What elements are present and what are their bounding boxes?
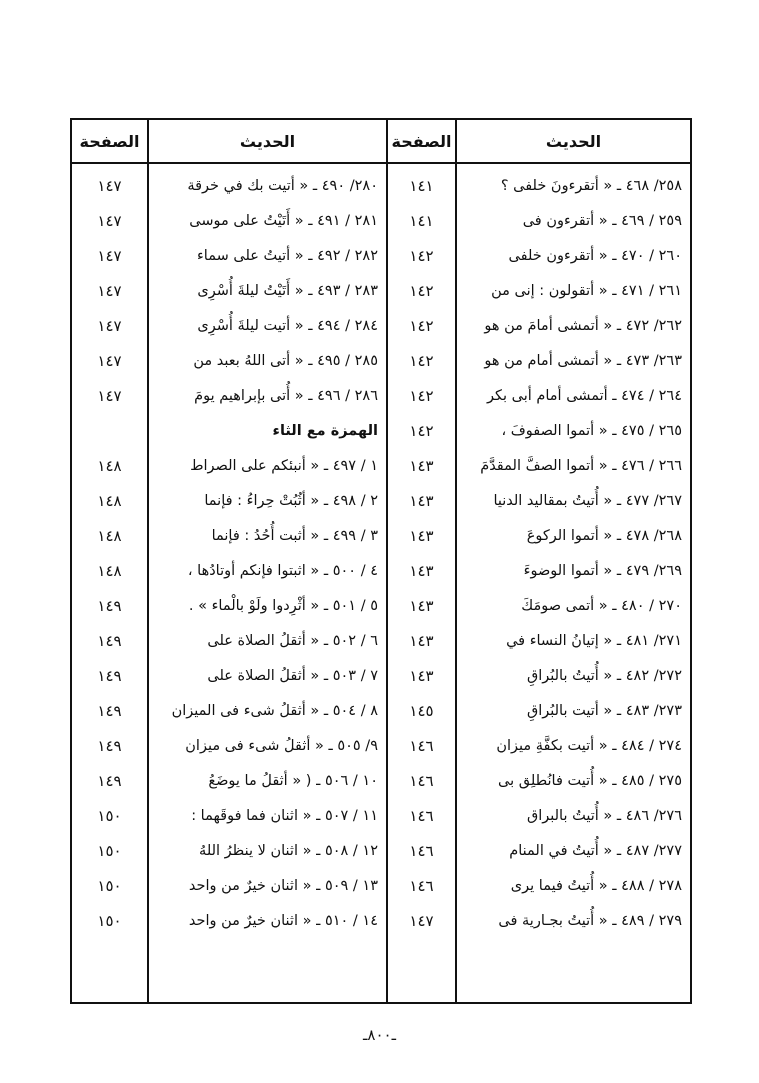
table-row xyxy=(72,413,690,448)
hadith-entry: ٢٧٢/ ٤٨٢ ـ « أُتيتُ بالبُراقِ xyxy=(526,667,682,684)
table-row xyxy=(72,238,690,273)
hadith-entry: ٢٧٤ / ٤٨٤ ـ « أتيت بكفَّةِ ميزان xyxy=(496,737,682,754)
table-row xyxy=(72,168,690,203)
page-ref: ١٤٦ xyxy=(409,876,434,895)
hadith-entry: ٢٨٣ / ٤٩٣ ـ « أَتَيْتُ ليلةَ أُسْرِى xyxy=(197,282,378,299)
hadith-entry: ٧ / ٥٠٣ ـ « أثقلُ الصلاة على xyxy=(207,667,378,684)
page-ref: ١٤٩ xyxy=(97,701,122,720)
page-ref: ١٥٠ xyxy=(97,841,122,860)
page-ref: ١٤٧ xyxy=(409,911,434,930)
hadith-entry: ٢٦٧/ ٤٧٧ ـ « أُتيتُ بمقاليد الدنيا xyxy=(493,492,682,509)
hadith-entry: ٢٦١ / ٤٧١ ـ « أتقولون : إنى من xyxy=(491,282,682,299)
page-ref: ١٤٩ xyxy=(97,631,122,650)
hadith-entry: ١ / ٤٩٧ ـ « أنبئكم على الصراط xyxy=(190,457,378,474)
index-table xyxy=(70,118,692,1004)
page-ref: ١٤٢ xyxy=(409,246,434,265)
page-ref: ١٤٦ xyxy=(409,841,434,860)
page-ref: ١٤٧ xyxy=(97,176,122,195)
page-ref: ١٥٠ xyxy=(97,911,122,930)
hadith-entry: ٢٨٢ / ٤٩٢ ـ « أتيتُ على سماء xyxy=(196,247,378,264)
hadith-entry: ٢٧٧/ ٤٨٧ ـ « أُتيتُ في المنام xyxy=(509,842,682,859)
page-ref: ١٥٠ xyxy=(97,806,122,825)
hadith-entry: ٢٧٦/ ٤٨٦ ـ « أُتيتُ بالبراق xyxy=(526,807,682,824)
page-ref: ١٤١ xyxy=(409,211,434,230)
hadith-entry: ٢٦٥ / ٤٧٥ ـ « أتموا الصفوفَ ، xyxy=(501,422,682,439)
hadith-entry: ٢٨٤ / ٤٩٤ ـ « أتيت ليلةَ أُسْرِى xyxy=(197,317,378,334)
page-ref: ١٤٧ xyxy=(97,316,122,335)
page-ref xyxy=(72,413,147,448)
hadith-entry: ٢٧٥ / ٤٨٥ ـ « أُتيت فانُطلِق بى xyxy=(498,772,682,789)
table-row xyxy=(72,903,690,938)
page-ref: ١٤٧ xyxy=(97,211,122,230)
hadith-entry: ٢ / ٤٩٨ ـ « أثُبُتْ حِراءُ : فإنما xyxy=(204,492,378,509)
header-hadith-right: الحديث xyxy=(545,131,602,151)
table-row xyxy=(72,343,690,378)
page-ref: ١٤٨ xyxy=(97,491,122,510)
table-row xyxy=(72,623,690,658)
hadith-entry: ٢٦٨/ ٤٧٨ ـ « أتموا الركوعَ xyxy=(526,527,682,544)
table-row xyxy=(72,588,690,623)
page-ref: ١٤٢ xyxy=(409,386,434,405)
table-row xyxy=(72,273,690,308)
header-hadith-left: الحديث xyxy=(239,131,296,151)
hadith-entry: ٩/ ٥٠٥ ـ « أثقلُ شىء فى ميزان xyxy=(185,737,378,754)
hadith-entry: ٤ / ٥٠٠ ـ « اثبتوا فإنكم أوتادُها ، xyxy=(187,562,378,579)
page-ref: ١٤٣ xyxy=(409,491,434,510)
hadith-entry: ٢٧٩ / ٤٨٩ ـ « أُتيتُ بجـارية فى xyxy=(498,912,682,929)
table-row xyxy=(72,553,690,588)
section-subheading: الهمزة مع الثاء xyxy=(272,422,378,439)
hadith-entry: ٢٦٦ / ٤٧٦ ـ « أتموا الصفَّ المقدَّمَ xyxy=(480,457,682,474)
table-row xyxy=(72,798,690,833)
hadith-entry: ٢٨٥ / ٤٩٥ ـ « أتى اللهُ بعبد من xyxy=(193,352,378,369)
table-row xyxy=(72,518,690,553)
page-number: ـ٨٠٠ـ xyxy=(363,1026,396,1044)
hadith-entry: ٢٦٩/ ٤٧٩ ـ « أتموا الوضوءَ xyxy=(523,562,682,579)
table-row xyxy=(72,483,690,518)
table-row xyxy=(72,448,690,483)
hadith-entry: ٢٧٠ / ٤٨٠ ـ « أتمى صومَكَ xyxy=(521,597,682,614)
table-row xyxy=(72,203,690,238)
page-ref: ١٤٣ xyxy=(409,596,434,615)
table-row xyxy=(72,728,690,763)
page-ref: ١٤٨ xyxy=(97,456,122,475)
table-row xyxy=(72,658,690,693)
hadith-entry: ١٤ / ٥١٠ ـ « اثنان خيرٌ من واحد xyxy=(188,912,378,929)
page-ref: ١٤٩ xyxy=(97,771,122,790)
table-row xyxy=(72,868,690,903)
hadith-entry: ٥ / ٥٠١ ـ « أثْرِدوا ولَوْ بالْماء » . xyxy=(188,597,378,614)
page-ref: ١٤٩ xyxy=(97,736,122,755)
hadith-entry: ٢٨٠/ ٤٩٠ ـ « أتيت بك في خرقة xyxy=(187,177,378,194)
hadith-entry: ٢٦٤ / ٤٧٤ ـ أتمشى أمام أبى بكر xyxy=(486,387,682,404)
hadith-entry: ٨ / ٥٠٤ ـ « أثقلُ شىء فى الميزان xyxy=(171,702,378,719)
hadith-entry: ٢٥٩ / ٤٦٩ ـ « أتقرءون فى xyxy=(522,212,682,229)
page-ref: ١٥٠ xyxy=(97,876,122,895)
page-ref: ١٤٣ xyxy=(409,456,434,475)
header-divider xyxy=(72,162,690,164)
page-ref: ١٤٢ xyxy=(409,421,434,440)
page-ref: ١٤٧ xyxy=(97,386,122,405)
hadith-entry: ١٣ / ٥٠٩ ـ « اثنان خيرٌ من واحد xyxy=(188,877,378,894)
page-ref: ١٤٦ xyxy=(409,771,434,790)
page-ref: ١٤٧ xyxy=(97,351,122,370)
hadith-entry: ٢٦٢/ ٤٧٢ ـ « أتمشى أمامَ من هو xyxy=(484,317,682,334)
page-ref: ١٤٦ xyxy=(409,806,434,825)
hadith-entry: ٢٥٨/ ٤٦٨ ـ « أتقرءونَ خلفى ؟ xyxy=(500,177,682,194)
page-ref: ١٤٢ xyxy=(409,351,434,370)
page-ref: ١٤٢ xyxy=(409,281,434,300)
hadith-entry: ٢٧٣/ ٤٨٣ ـ « أتيت بالبُراقِ xyxy=(526,702,682,719)
header-page-right: الصفحة xyxy=(391,131,452,151)
hadith-entry: ٢٨٦ / ٤٩٦ ـ « أُتى بإبراهيم يومَ xyxy=(194,387,378,404)
table-row xyxy=(72,308,690,343)
hadith-entry: ٢٧١/ ٤٨١ ـ « إتيانُ النساء في xyxy=(506,632,682,649)
header-page-left: الصفحة xyxy=(79,131,140,151)
page-ref: ١٤٨ xyxy=(97,526,122,545)
page-ref: ١٤٩ xyxy=(97,666,122,685)
page-ref: ١٤٩ xyxy=(97,596,122,615)
hadith-entry: ٢٦٣/ ٤٧٣ ـ « أتمشى أمام من هو xyxy=(484,352,682,369)
page-ref: ١٤٣ xyxy=(409,666,434,685)
page-ref: ١٤٧ xyxy=(97,281,122,300)
hadith-entry: ٣ / ٤٩٩ ـ « أثبت أُحُدُ : فإنما xyxy=(211,527,378,544)
hadith-entry: ١١ / ٥٠٧ ـ « اثنان فما فوقَهما : xyxy=(191,807,378,824)
table-row xyxy=(72,763,690,798)
page-ref: ١٤٣ xyxy=(409,561,434,580)
table-row xyxy=(72,378,690,413)
hadith-entry: ٢٦٠ / ٤٧٠ ـ « أتقرءون خلفى xyxy=(508,247,682,264)
hadith-entry: ١٢ / ٥٠٨ ـ « اثنان لا ينظرُ اللهُ xyxy=(199,842,378,859)
page-ref: ١٤٣ xyxy=(409,526,434,545)
hadith-entry: ٦ / ٥٠٢ ـ « أثقلُ الصلاة على xyxy=(207,632,378,649)
page-ref: ١٤٥ xyxy=(409,701,434,720)
page-ref: ١٤٦ xyxy=(409,736,434,755)
hadith-entry: ١٠ / ٥٠٦ ـ ( « أثقلُ ما يوضَعُ xyxy=(208,772,378,789)
page-ref: ١٤٣ xyxy=(409,631,434,650)
hadith-entry: ٢٧٨ / ٤٨٨ ـ « أُتيتُ فيما يرى xyxy=(510,877,682,894)
hadith-entry: ٢٨١ / ٤٩١ ـ « أَتَيْتُ على موسى xyxy=(189,212,378,229)
page-ref: ١٤٧ xyxy=(97,246,122,265)
table-row xyxy=(72,693,690,728)
page-ref: ١٤٢ xyxy=(409,316,434,335)
page-ref: ١٤٨ xyxy=(97,561,122,580)
page-ref: ١٤١ xyxy=(409,176,434,195)
table-row xyxy=(72,833,690,868)
